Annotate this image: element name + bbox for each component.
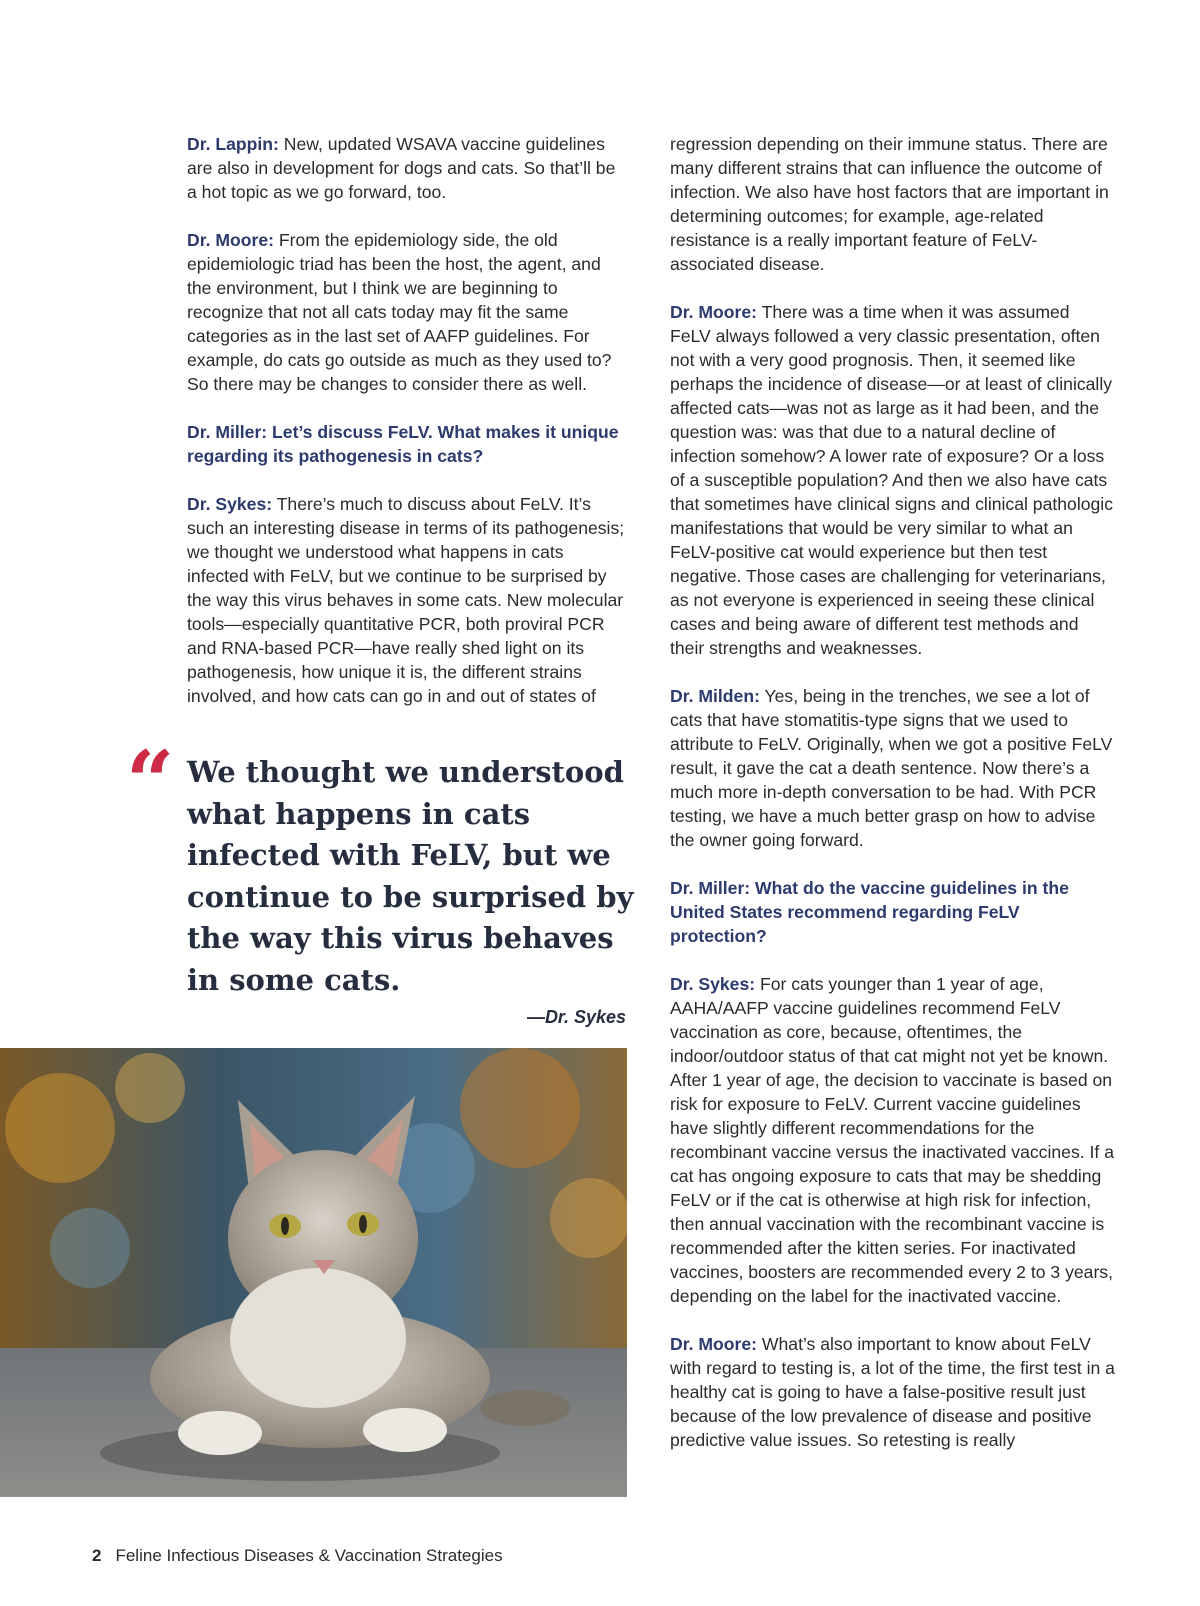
page-number: 2 [92, 1546, 102, 1565]
pull-quote [126, 732, 646, 1028]
paragraph-milden [670, 684, 1115, 852]
paragraph-moore [187, 228, 627, 396]
question-miller-pathogenesis: Dr. Miller: Let’s discuss FeLV. What makes it unique regarding its pathogenesis in cats? [187, 422, 619, 466]
page-footer [92, 1546, 503, 1566]
paragraph-sykes [187, 492, 627, 708]
left-column [187, 132, 627, 732]
speaker-name: Dr. Sykes: [670, 974, 756, 994]
speaker-name: Dr. Moore: [670, 1334, 757, 1354]
question-miller-vaccine: Dr. Miller: What do the vaccine guidelines in the United States recommend regarding FeLV protection? [670, 878, 1069, 946]
paragraph-text: New, updated WSAVA vaccine guidelines are also in development for dogs and cats. So that’ll be a hot topic as we go forward, too. [187, 134, 616, 202]
speaker-name: Dr. Moore: [670, 302, 757, 322]
paragraph-moore-testing [670, 1332, 1115, 1452]
pull-quote-text: We thought we understood what happens in cats infected with FeLV, but we continue to be surprised by the way this virus behaves in some cats. [187, 755, 634, 997]
cat-image [0, 1048, 627, 1497]
paragraph-text: From the epidemiology side, the old epidemiologic triad has been the host, the agent, and the environment, but I think we are beginning to recognize that not all cats today may fit the same categories as in the last set of AAFP guidelines. For example, do cats go outside as much as they used to? So there may be changes to consider there as well. [187, 230, 612, 394]
paragraph-text: There was a time when it was assumed FeLV always followed a very classic presentation, often not with a very good prognosis. Then, it seemed like perhaps the incidence of disease—or at least of clinically affected cats—was not as large as it had been, and the question was: was that due to a natural decline of infection somehow? A lower rate of exposure? Or a loss of a susceptible population? And then we also have cats that sometimes have clinical signs and clinical pathologic manifestations that would be very similar to what an FeLV-positive cat would experience but then test negative. Those cases are challenging for veterinarians, as not everyone is experienced in seeing these clinical cases and being aware of different test methods and their strengths and weaknesses. [670, 302, 1114, 658]
quote-mark-icon: “ [126, 732, 175, 831]
paragraph-continuation: regression depending on their immune status. There are many different strains that can influence the outcome of infection. We also have host factors that are important in determining outcomes; for example, age-related resistance is a really important feature of FeLV-associated disease. [670, 134, 1109, 274]
speaker-name: Dr. Sykes: [187, 494, 273, 514]
paragraph-text: Yes, being in the trenches, we see a lot of cats that have stomatitis-type signs that we used to attribute to FeLV. Originally, when we got a positive FeLV result, it gave the cat a death sentence. Now there’s a much more in-depth conversation to be had. With PCR testing, we have a much better grasp on how to advise the owner going forward. [670, 686, 1113, 850]
paragraph-text: For cats younger than 1 year of age, AAHA/AAFP vaccine guidelines recommend FeLV vaccination as core, because, oftentimes, the indoor/outdoor status of that cat might not yet be known. After 1 year of age, the decision to vaccinate is based on risk for exposure to FeLV. Current vaccine guidelines have slightly different recommendations for the recombinant vaccine versus the inactivated vaccines. If a cat has ongoing exposure to cats that may be shedding FeLV or if the cat is otherwise at high risk for infection, then annual vaccination with the recombinant vaccine is recommended after the kitten series. For inactivated vaccines, boosters are recommended every 2 to 3 years, depending on the label for the inactivated vaccine. [670, 974, 1114, 1306]
speaker-name: Dr. Milden: [670, 686, 760, 706]
right-column [670, 132, 1115, 1476]
speaker-name: Dr. Moore: [187, 230, 274, 250]
speaker-name: Dr. Lappin: [187, 134, 279, 154]
paragraph-text: There’s much to discuss about FeLV. It’s such an interesting disease in terms of its pathogenesis; we thought we understood what happens in cats infected with FeLV, but we continue to be surprised by the way this virus behaves in some cats. New molecular tools—especially quantitative PCR, both proviral PCR and RNA-based PCR—have really shed light on its pathogenesis, how unique it is, the different strains involved, and how cats can go in and out of states of [187, 494, 625, 706]
cat-photo [0, 1048, 627, 1497]
paragraph-moore [670, 300, 1115, 660]
paragraph-sykes [670, 972, 1115, 1308]
pull-quote-attribution: —Dr. Sykes [526, 1007, 626, 1027]
paragraph-lappin [187, 132, 627, 204]
publication-title: Feline Infectious Diseases & Vaccination Strategies [115, 1546, 503, 1565]
paragraph-text: What’s also important to know about FeLV with regard to testing is, a lot of the time, the first test in a healthy cat is going to have a false-positive result just because of the low prevalence of disease and positive predictive value issues. So retesting is really [670, 1334, 1115, 1450]
